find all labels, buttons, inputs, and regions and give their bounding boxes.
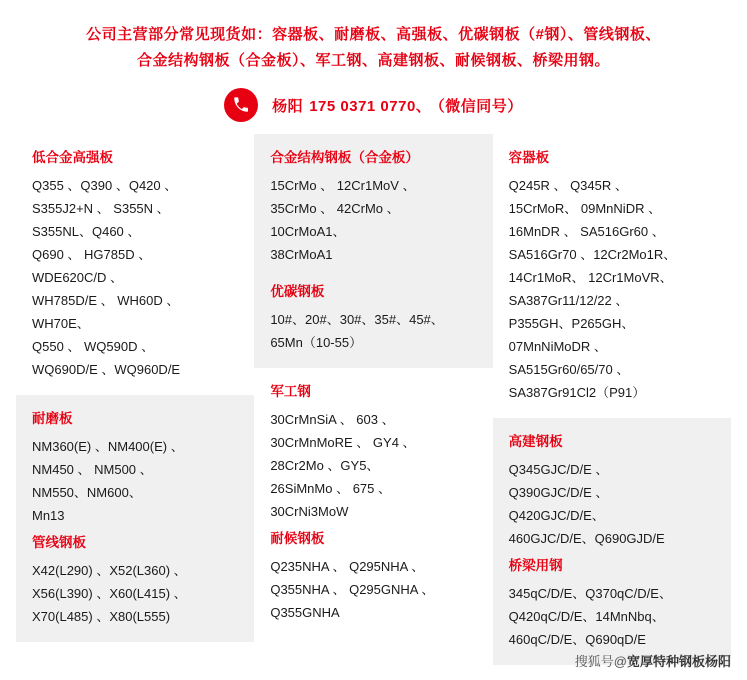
product-line: Q345GJC/D/E 、 <box>508 462 609 477</box>
contact-row <box>0 88 747 122</box>
category-title: 高建钢板 <box>508 434 563 449</box>
product-line: X56(L390) 、X60(L415) 、 <box>32 586 187 601</box>
product-line: 28Cr2Mo 、GY5、 <box>270 458 380 473</box>
category-title: 管线钢板 <box>32 535 86 550</box>
product-block-low-alloy <box>16 134 254 395</box>
headline-line-2: 合金结构钢板（合金板）、军工钢、高建钢板、耐候钢板、桥梁用钢。 <box>136 52 610 69</box>
product-block-military <box>254 368 492 638</box>
product-line: WDE620C/D 、 <box>32 270 124 285</box>
product-column-1 <box>16 134 254 665</box>
product-column-3 <box>493 134 731 665</box>
footer-source: 搜狐号@ <box>574 654 627 669</box>
product-line: WH70E、 <box>32 316 90 331</box>
product-line: 35CrMo 、 42CrMo 、 <box>270 201 400 216</box>
product-line: 460qC/D/E、Q690qD/E <box>508 632 646 647</box>
product-line: X70(L485) 、X80(L555) <box>32 609 171 624</box>
top-bar <box>0 0 747 8</box>
product-line: 14Cr1MoR、 12Cr1MoVR、 <box>508 270 673 285</box>
product-line: 345qC/D/E、Q370qC/D/E、 <box>508 586 672 601</box>
contact-text <box>272 95 523 116</box>
headline-line-1: 公司主营部分常见现货如：容器板、耐磨板、高强板、优碳钢板（#钢）、管线钢板、 <box>86 26 661 43</box>
category-title: 低合金高强板 <box>32 150 113 165</box>
product-line: WH785D/E 、 WH60D 、 <box>32 293 180 308</box>
product-line: 460GJC/D/E、Q690GJD/E <box>508 531 665 546</box>
phone-icon <box>224 88 258 122</box>
category-title: 桥梁用钢 <box>508 558 563 573</box>
footer-account: 宽厚特种钢板杨阳 <box>626 654 731 669</box>
product-line: P355GH、P265GH、 <box>508 316 635 331</box>
product-line: SA516Gr70 、12Cr2Mo1R、 <box>508 247 677 262</box>
product-column-2 <box>254 134 492 665</box>
product-line: WQ690D/E 、WQ960D/E <box>32 362 181 377</box>
category-title: 合金结构钢板（合金板） <box>270 150 419 165</box>
product-line: SA387Gr91Cl2（P91） <box>508 385 646 400</box>
product-block-alloy-structural <box>254 134 492 368</box>
product-line: Q355 、Q390 、Q420 、 <box>32 178 178 193</box>
product-line: S355J2+N 、 S355N 、 <box>32 201 170 216</box>
product-line: 07MnNiMoDR 、 <box>508 339 607 354</box>
product-line: 10#、20#、30#、35#、45#、 <box>270 312 444 327</box>
product-line: Q690 、 HG785D 、 <box>32 247 152 262</box>
product-line: 65Mn（10-55） <box>270 335 363 350</box>
category-title-carbon: 优碳钢板 <box>270 284 325 299</box>
page-headline <box>0 8 747 74</box>
product-block-vessel <box>493 134 731 418</box>
product-line: Q355GNHA <box>270 605 340 620</box>
footer-watermark <box>575 651 731 670</box>
product-line: 30CrMnSiA 、 603 、 <box>270 412 395 427</box>
product-line: Q550 、 WQ590D 、 <box>32 339 155 354</box>
product-line: Q245R 、 Q345R 、 <box>508 178 628 193</box>
product-line: S355NL、Q460 、 <box>32 224 141 239</box>
product-line: Mn13 <box>32 508 65 523</box>
category-title: 容器板 <box>508 150 550 165</box>
product-line: NM550、NM600、 <box>32 485 142 500</box>
product-grid <box>0 128 747 665</box>
contact-name: 杨阳 <box>272 97 304 115</box>
contact-note: （微信同号） <box>437 97 523 115</box>
category-title: 耐磨板 <box>32 411 73 426</box>
product-line: NM360(E) 、NM400(E) 、 <box>32 439 184 454</box>
product-line: 15CrMoR、 09MnNiDR 、 <box>508 201 662 216</box>
product-line: SA515Gr60/65/70 、 <box>508 362 630 377</box>
product-line: X42(L290) 、X52(L360) 、 <box>32 563 187 578</box>
product-line: 30CrMnMoRE 、 GY4 、 <box>270 435 416 450</box>
product-line: SA387Gr11/12/22 、 <box>508 293 629 308</box>
product-line: 26SiMnMo 、 675 、 <box>270 481 391 496</box>
product-line: 15CrMo 、 12Cr1MoV 、 <box>270 178 416 193</box>
product-line: 38CrMoA1 <box>270 247 333 262</box>
category-title: 耐候钢板 <box>270 531 325 546</box>
category-title: 军工钢 <box>270 384 311 399</box>
product-block-wear-resistant <box>16 395 254 642</box>
product-line: Q355NHA 、 Q295GNHA 、 <box>270 582 435 597</box>
product-line: 16MnDR 、 SA516Gr60 、 <box>508 224 665 239</box>
contact-phone: 175 0371 0770、 <box>309 97 432 115</box>
product-line: Q420qC/D/E、14MnNbq、 <box>508 609 665 624</box>
product-block-high-rise <box>493 418 731 665</box>
product-line: 30CrNi3MoW <box>270 504 349 519</box>
product-line: Q420GJC/D/E、 <box>508 508 605 523</box>
product-line: Q390GJC/D/E 、 <box>508 485 609 500</box>
product-line: Q235NHA 、 Q295NHA 、 <box>270 559 425 574</box>
product-line: NM450 、 NM500 、 <box>32 462 153 477</box>
product-line: 10CrMoA1、 <box>270 224 346 239</box>
